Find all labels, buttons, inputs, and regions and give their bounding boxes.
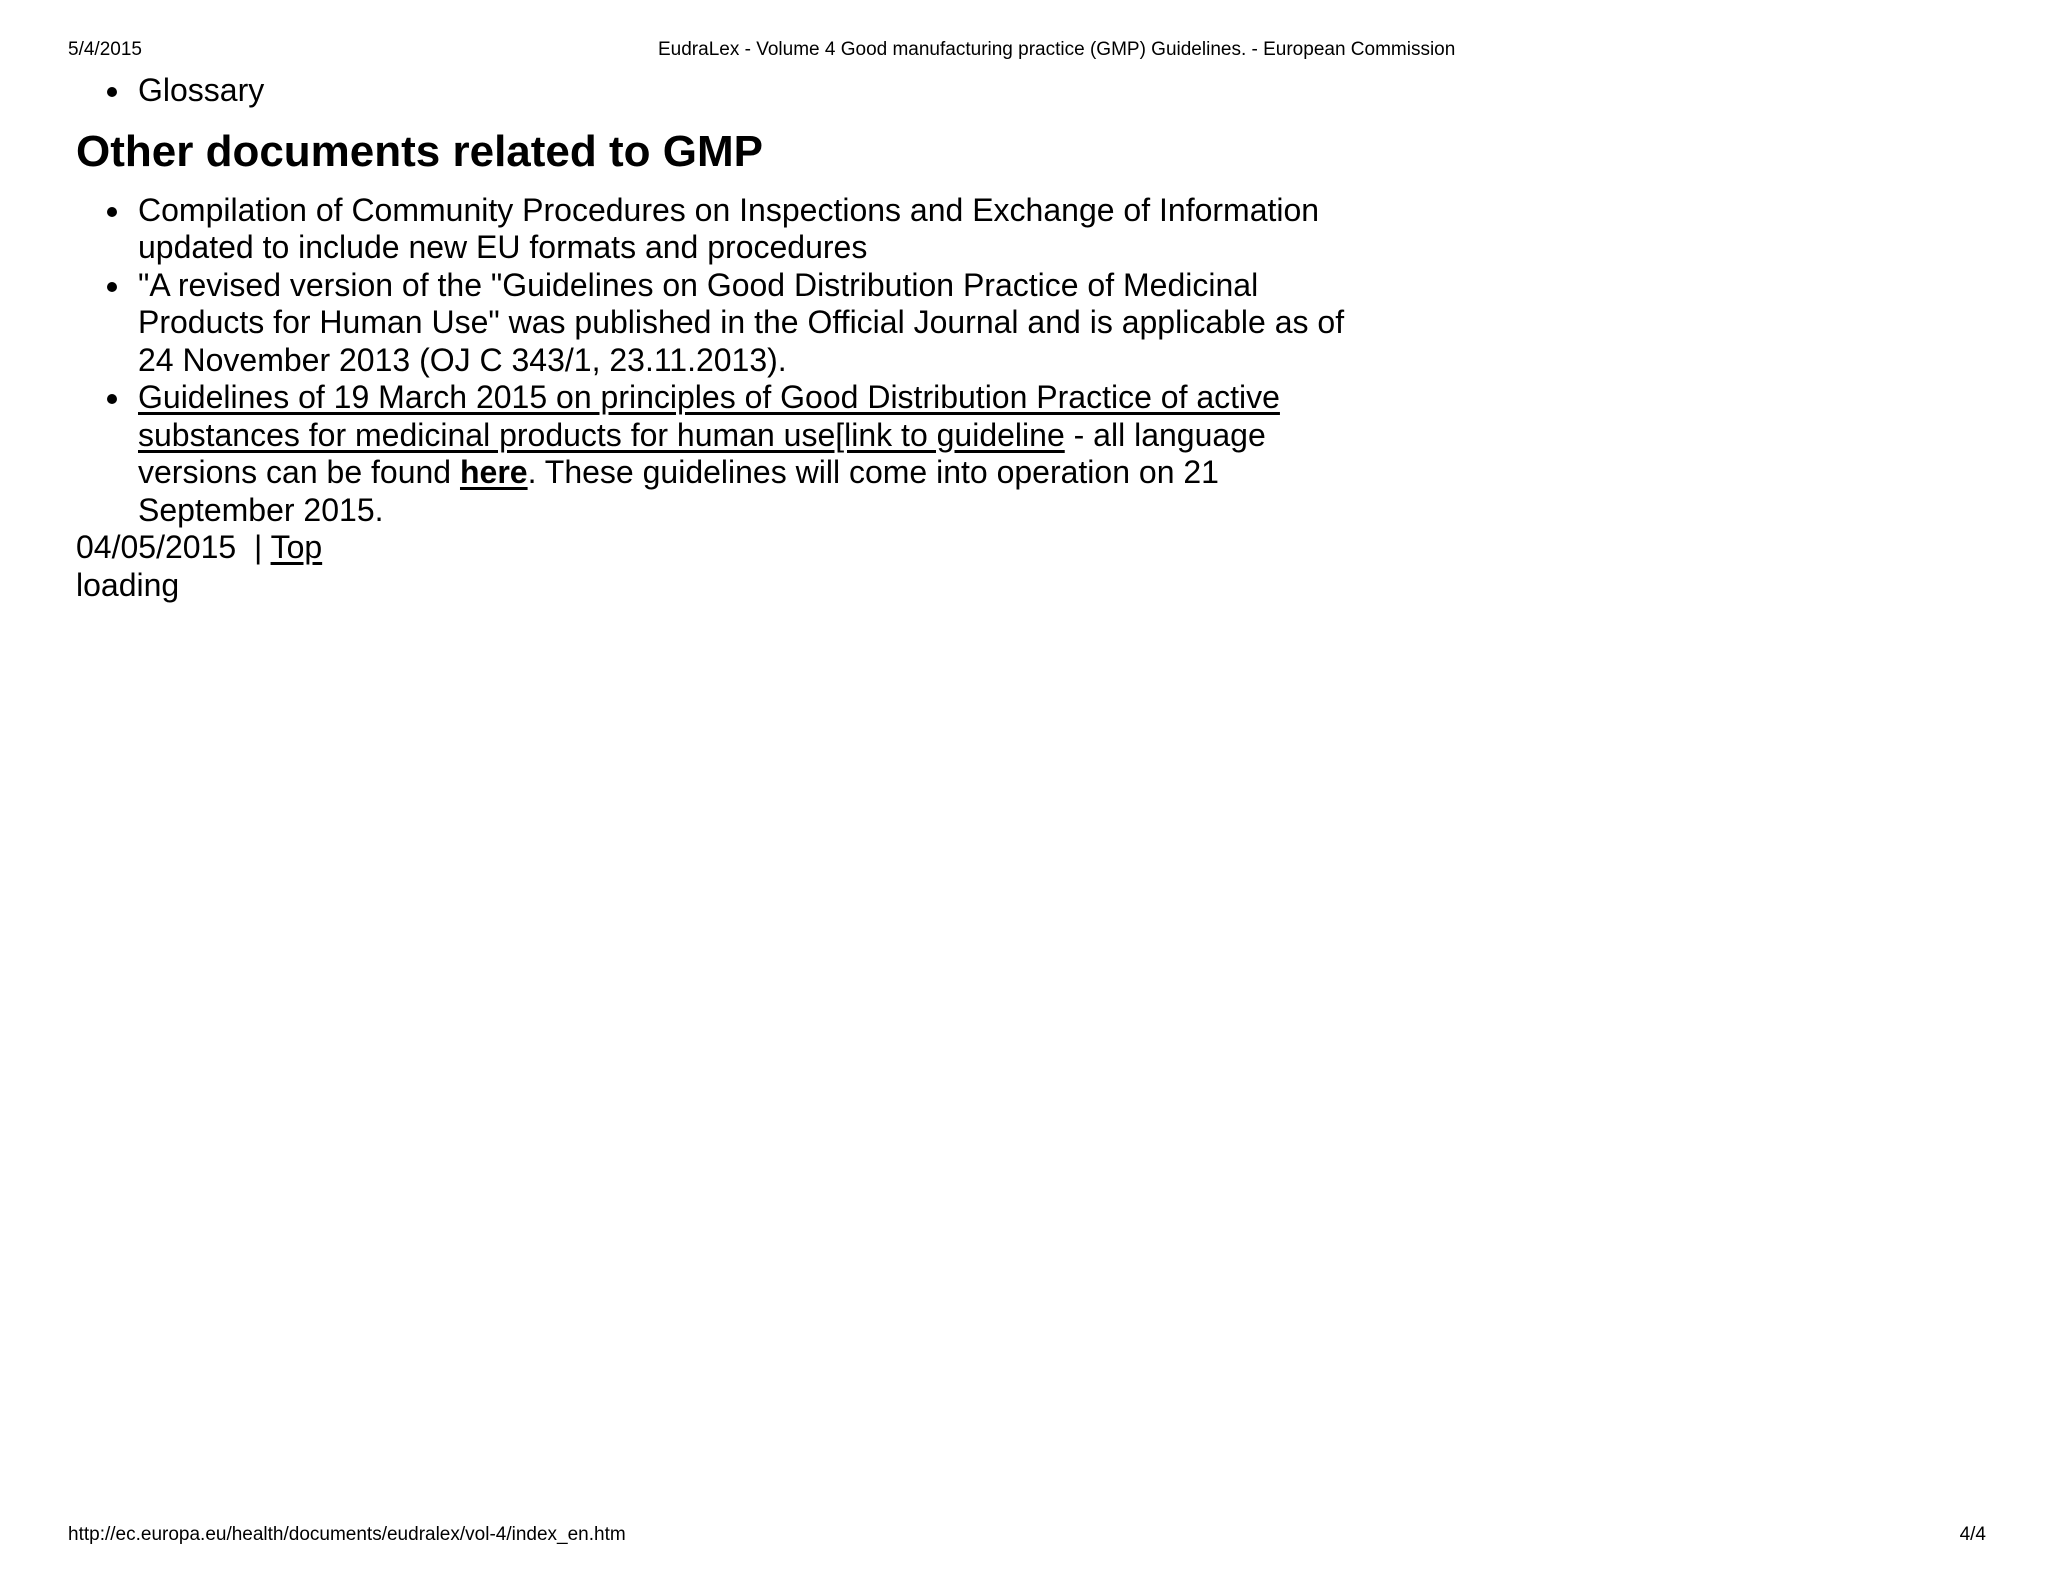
gdp-revised-line2: Products for Human Use" was published in the Official Journal and is applicable as of	[138, 304, 1345, 340]
list-item-compilation	[138, 192, 1436, 267]
list-item-gdp-active	[138, 379, 1436, 529]
list-item-gdp-revised	[138, 267, 1436, 380]
loading-text: loading	[76, 566, 180, 603]
gdp-active-text-after: - all language	[1064, 416, 1266, 453]
print-page-number: 4/4	[1959, 1524, 1986, 1545]
page-footer	[76, 529, 1436, 567]
bullet-icon	[107, 87, 117, 97]
bullet-icon	[107, 207, 117, 217]
here-link[interactable]: here	[459, 454, 528, 490]
section-heading: Other documents related to GMP	[76, 126, 763, 176]
bullet-icon	[107, 394, 117, 404]
gdp-active-link-line1[interactable]: Guidelines of 19 March 2015 on principles of Good Distribution Practice of active	[138, 379, 1280, 415]
top-list	[76, 72, 1436, 110]
print-url: http://ec.europa.eu/health/documents/eudralex/vol-4/index_en.htm	[68, 1524, 626, 1545]
compilation-text-line1: Compilation of Community Procedures on Inspections and Exchange of Information	[138, 191, 1320, 228]
gdp-active-line3-post: . These guidelines will come into operation on 21	[527, 454, 1219, 490]
last-updated-date: 04/05/2015	[76, 529, 237, 565]
gdp-active-line3-pre: versions can be found	[138, 454, 460, 490]
main-content	[76, 72, 1436, 604]
bullet-icon	[107, 282, 117, 292]
gdp-revised-line1: "A revised version of the "Guidelines on Good Distribution Practice of Medicinal	[138, 266, 1259, 303]
print-date: 5/4/2015	[68, 39, 142, 60]
gdp-active-link-line2[interactable]: substances for medicinal products for human use[link to guideline	[138, 416, 1065, 453]
list-item[interactable]	[138, 72, 1436, 110]
gmp-documents-list	[76, 192, 1436, 530]
gdp-active-line4: September 2015.	[138, 491, 384, 528]
footer-separator: |	[236, 529, 271, 565]
print-page-title: EudraLex - Volume 4 Good manufacturing practice (GMP) Guidelines. - European Commission	[658, 39, 1456, 60]
gdp-revised-line3: 24 November 2013 (OJ C 343/1, 23.11.2013).	[138, 341, 787, 378]
top-link[interactable]: Top	[270, 529, 323, 565]
glossary-item[interactable]: Glossary	[138, 72, 265, 108]
compilation-text-line2: updated to include new EU formats and procedures	[138, 229, 868, 265]
